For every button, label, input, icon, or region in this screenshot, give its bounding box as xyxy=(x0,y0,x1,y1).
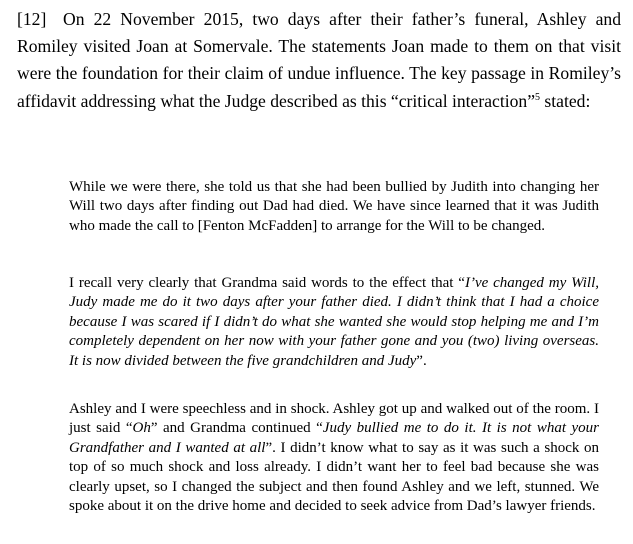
quote-italic-oh: Oh xyxy=(132,420,151,437)
paragraph-text-end: stated: xyxy=(540,90,591,111)
quote-italic-statement-2: Judy bullied me to do it. It is not what your Grandfather and I wanted at all xyxy=(69,420,599,456)
quote-text-intro: I recall very clearly that Grandma said words to the effect that “ xyxy=(69,275,465,291)
quote-paragraph-3 xyxy=(69,400,599,516)
quote-text-a: Ashley and I were speechless and in shock. Ashley got up and walked out of the room. I just said “ xyxy=(69,401,599,437)
quote-italic-statement: I’ve changed my Will, Judy made me do it two days after your father died. I didn’t think that I had a choice because I was scared if I didn’t do what she wanted she would stop helping me and I’m completely dependent on her now with your father gone and you (two) living overseas. It is now divided between the five grandchildren and Judy xyxy=(69,275,600,369)
quote-text: While we were there, she told us that she had been bullied by Judith into changing her Will two days after finding out Dad had died. We have since learned that it was Judith who made the call to [Fenton McFadden] to arrange for the Will to be changed. xyxy=(69,179,599,234)
paragraph-text: On 22 November 2015, two days after their father’s funeral, Ashley and Romiley visited Joan at Somervale. The statements Joan made to them on that visit were the foundation for their claim of undue influence. The key passage in Romiley’s affidavit addressing what the Judge described as this “critical interaction” xyxy=(17,9,621,111)
quote-text-end: ”. xyxy=(416,352,427,369)
paragraph-number: [12] xyxy=(17,9,47,29)
quote-paragraph-1 xyxy=(69,178,599,236)
paragraph-12 xyxy=(17,6,621,115)
quote-text-b: ” and Grandma continued “ xyxy=(150,420,323,437)
footnote-reference[interactable]: 5 xyxy=(535,91,541,103)
quote-paragraph-2 xyxy=(69,274,599,371)
quote-text-c: ”. I didn’t know what to say as it was such a shock on top of so much shock and loss already. I didn’t want her to feel bad because she was clearly upset, so I changed the subject and then found Ashley and we left, stunned. We spoke about it on the drive home and decided to seek advice from Dad’s lawyer friends. xyxy=(69,439,599,515)
